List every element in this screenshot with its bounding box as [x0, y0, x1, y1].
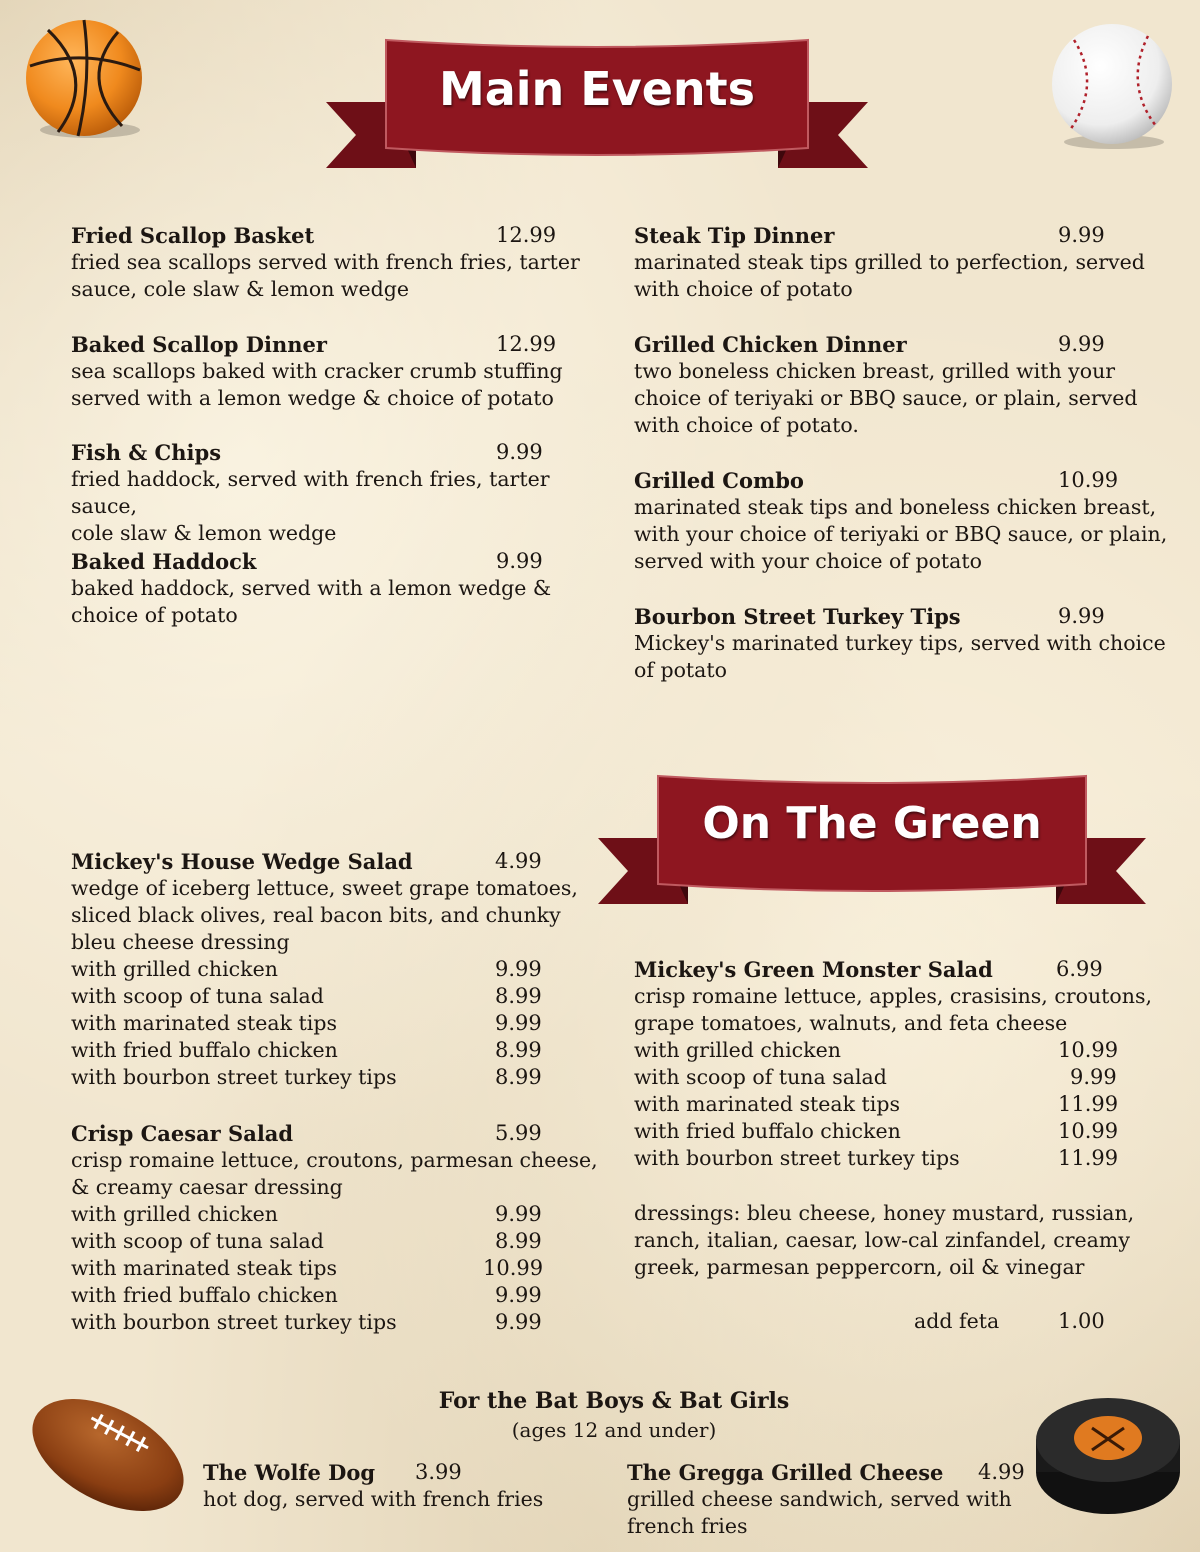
item-description: crisp romaine lettuce, croutons, parmesan cheese, & creamy caesar dressing [71, 1148, 598, 1199]
addon-label: with bourbon street turkey tips [634, 1146, 960, 1170]
addon-price: 8.99 [495, 984, 542, 1008]
add-feta-label: add feta [914, 1309, 1000, 1333]
on-the-green-banner [598, 772, 1146, 912]
item-price: 6.99 [1056, 957, 1103, 981]
addon-price: 8.99 [495, 1229, 542, 1253]
basketball-icon [18, 18, 154, 142]
item-name: Bourbon Street Turkey Tips [634, 604, 961, 629]
football-icon [18, 1390, 198, 1520]
item-price: 4.99 [978, 1460, 1025, 1484]
item-name: Steak Tip Dinner [634, 223, 835, 248]
addon-label: with grilled chicken [71, 957, 278, 981]
addon-row [634, 1145, 1174, 1172]
addon-row [71, 1282, 611, 1309]
baseball-icon [1044, 22, 1180, 152]
menu-item [634, 467, 1174, 575]
addon-price: 9.99 [1070, 1065, 1117, 1089]
addon-label: with scoop of tuna salad [71, 984, 324, 1008]
addon-label: with fried buffalo chicken [71, 1038, 338, 1062]
add-feta-price: 1.00 [1058, 1309, 1105, 1333]
addon-row [71, 983, 611, 1010]
item-description: Mickey's marinated turkey tips, served with choice of potato [634, 631, 1166, 682]
dressings-list: dressings: bleu cheese, honey mustard, russian, ranch, italian, caesar, low-cal zinfandel, creamy greek, parmesan peppercorn, oil & vinegar [634, 1201, 1135, 1279]
menu-item [71, 331, 611, 412]
item-description: hot dog, served with french fries [203, 1487, 544, 1511]
addon-label: with bourbon street turkey tips [71, 1310, 397, 1334]
addon-label: with marinated steak tips [71, 1011, 337, 1035]
item-description: fried haddock, served with french fries, tarter sauce, cole slaw & lemon wedge [71, 467, 550, 545]
item-name: Crisp Caesar Salad [71, 1121, 294, 1146]
item-name: Grilled Combo [634, 468, 804, 493]
menu-item [634, 956, 1174, 1172]
addon-price: 8.99 [495, 1038, 542, 1062]
addon-row [634, 1118, 1174, 1145]
item-name: Fried Scallop Basket [71, 223, 315, 248]
addon-price: 10.99 [1058, 1119, 1119, 1143]
menu-item [634, 222, 1174, 303]
addon-label: with scoop of tuna salad [71, 1229, 324, 1253]
item-price: 5.99 [495, 1121, 542, 1145]
addon-row [71, 1010, 611, 1037]
addon-price: 11.99 [1058, 1092, 1119, 1116]
item-name: Baked Scallop Dinner [71, 332, 327, 357]
addon-row [71, 1309, 611, 1336]
item-price: 4.99 [495, 849, 542, 873]
item-description: two boneless chicken breast, grilled with your choice of teriyaki or BBQ sauce, or plain, served with choice of potato. [634, 359, 1138, 437]
item-price: 10.99 [1058, 468, 1119, 492]
menu-item [71, 222, 611, 303]
item-name: Grilled Chicken Dinner [634, 332, 907, 357]
item-price: 12.99 [496, 332, 557, 356]
item-description: fried sea scallops served with french fries, tarter sauce, cole slaw & lemon wedge [71, 250, 580, 301]
item-price: 9.99 [496, 549, 543, 573]
addon-label: with grilled chicken [634, 1038, 841, 1062]
addon-label: with fried buffalo chicken [71, 1283, 338, 1307]
menu-item [634, 603, 1174, 684]
item-name: Fish & Chips [71, 440, 222, 465]
item-description: sea scallops baked with cracker crumb stuffing served with a lemon wedge & choice of potato [71, 359, 563, 410]
item-name: Baked Haddock [71, 549, 257, 574]
item-name: The Wolfe Dog [203, 1460, 376, 1485]
item-name: The Gregga Grilled Cheese [627, 1460, 944, 1485]
item-name: Mickey's House Wedge Salad [71, 849, 413, 874]
addon-price: 10.99 [1058, 1038, 1119, 1062]
addon-price: 9.99 [495, 1011, 542, 1035]
addon-row [634, 1037, 1174, 1064]
addon-label: with grilled chicken [71, 1202, 278, 1226]
addon-label: with marinated steak tips [71, 1256, 337, 1280]
addon-price: 8.99 [495, 1065, 542, 1089]
main-events-banner [326, 36, 868, 176]
addon-row [634, 1091, 1174, 1118]
menu-item [71, 848, 611, 1091]
menu-item [71, 548, 611, 629]
addon-row [71, 956, 611, 983]
menu-item [627, 1459, 1047, 1540]
addon-row [71, 1201, 611, 1228]
addon-row [71, 1255, 611, 1282]
item-description: crisp romaine lettuce, apples, crasisins, croutons, grape tomatoes, walnuts, and feta cheese [634, 984, 1152, 1035]
addon-label: with scoop of tuna salad [634, 1065, 887, 1089]
item-description: wedge of iceberg lettuce, sweet grape tomatoes, sliced black olives, real bacon bits, and chunky bleu cheese dressing [71, 876, 578, 954]
menu-item [634, 331, 1174, 439]
item-description: marinated steak tips grilled to perfection, served with choice of potato [634, 250, 1145, 301]
item-price: 3.99 [415, 1460, 462, 1484]
addon-price: 9.99 [495, 1310, 542, 1334]
addon-row [634, 1064, 1174, 1091]
item-description: grilled cheese sandwich, served with french fries [627, 1487, 1012, 1538]
addon-price: 11.99 [1058, 1146, 1119, 1170]
kids-title: For the Bat Boys & Bat Girls [438, 1388, 790, 1414]
item-price: 9.99 [1058, 332, 1105, 356]
item-price: 9.99 [1058, 223, 1105, 247]
addon-label: with bourbon street turkey tips [71, 1065, 397, 1089]
on-the-green-title: On The Green [702, 798, 1042, 849]
addon-row [71, 1228, 611, 1255]
main-events-title: Main Events [438, 62, 756, 116]
add-feta-row [914, 1308, 1114, 1335]
item-price: 9.99 [1058, 604, 1105, 628]
addon-price: 9.99 [495, 1283, 542, 1307]
item-description: marinated steak tips and boneless chicken breast, with your choice of teriyaki or BBQ sauce, or plain, served with your choice of potato [634, 495, 1168, 573]
kids-subtitle: (ages 12 and under) [511, 1418, 717, 1442]
menu-item [71, 439, 611, 547]
addon-row [71, 1037, 611, 1064]
addon-label: with fried buffalo chicken [634, 1119, 901, 1143]
addon-row [71, 1064, 611, 1091]
addon-price: 9.99 [495, 957, 542, 981]
addon-label: with marinated steak tips [634, 1092, 900, 1116]
addon-price: 10.99 [483, 1256, 544, 1280]
hockey-puck-icon [1030, 1392, 1186, 1522]
item-price: 9.99 [496, 440, 543, 464]
item-description: baked haddock, served with a lemon wedge & choice of potato [71, 576, 552, 627]
item-name: Mickey's Green Monster Salad [634, 957, 993, 982]
item-price: 12.99 [496, 223, 557, 247]
menu-item [71, 1120, 611, 1336]
menu-item [203, 1459, 623, 1513]
addon-price: 9.99 [495, 1202, 542, 1226]
